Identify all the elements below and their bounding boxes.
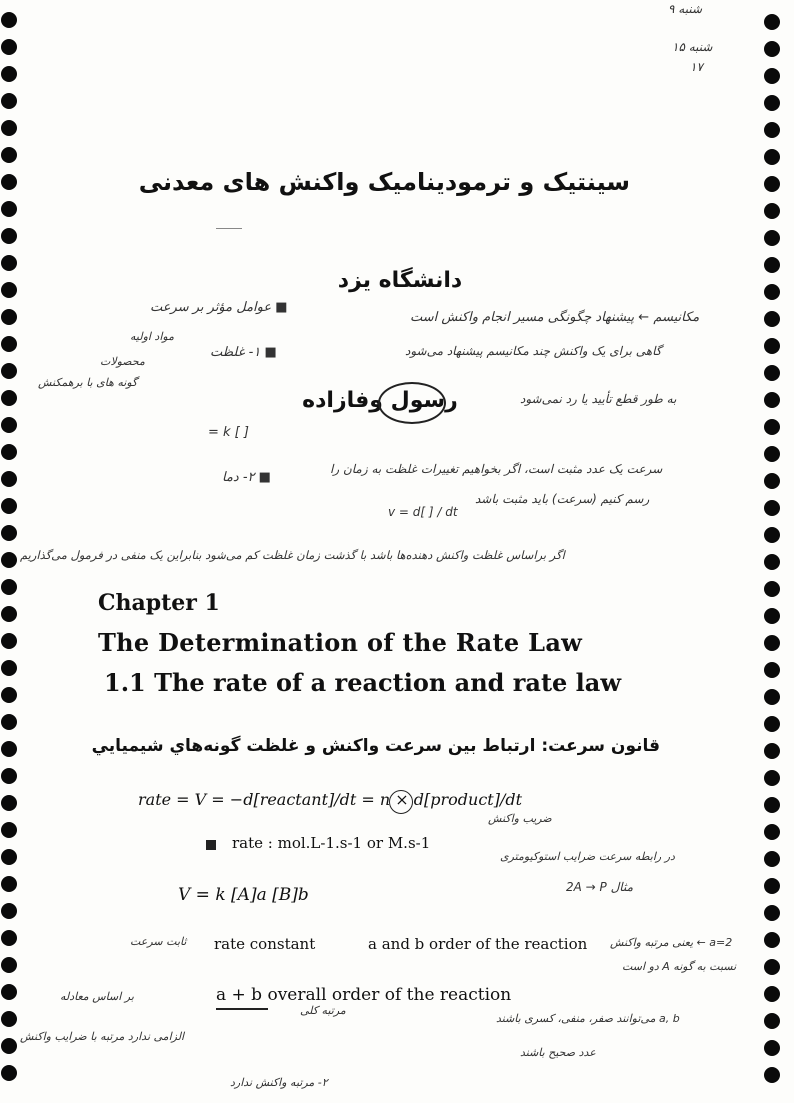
- binding-hole: [1, 390, 17, 406]
- binding-hole: [1, 849, 17, 865]
- handwritten-note: نسبت به گونه A دو است: [622, 960, 737, 973]
- bullet-icon: [206, 840, 216, 850]
- binding-hole: [1, 1038, 17, 1054]
- binding-hole: [764, 716, 780, 732]
- handwritten-note: a, b می‌توانند صفر، منفی، کسری باشند: [496, 1012, 680, 1025]
- binding-hole: [1, 795, 17, 811]
- reaction-order-label: a and b order of the reaction: [368, 935, 588, 953]
- binding-hole: [1, 876, 17, 892]
- binding-hole: [764, 338, 780, 354]
- rate-law-equation: V = k [A]a [B]b: [178, 885, 309, 905]
- binding-hole: [1, 660, 17, 676]
- binding-hole: [1, 552, 17, 568]
- binding-hole: [764, 662, 780, 678]
- university-name: دانشگاه یزد: [337, 268, 463, 293]
- binding-hole: [764, 905, 780, 921]
- handwritten-note: ■ ۱- غلظت: [210, 345, 277, 360]
- binding-hole: [764, 608, 780, 624]
- rate-units: rate : mol.L-1.s-1 or M.s-1: [232, 834, 431, 852]
- binding-hole: [1, 471, 17, 487]
- handwritten-note: ثابت سرعت: [130, 935, 187, 948]
- handwritten-underline: [216, 1008, 268, 1010]
- handwritten-note-date: ۱۷: [690, 60, 703, 74]
- binding-hole: [1, 525, 17, 541]
- handwritten-note: ■ عوامل مؤثر بر سرعت: [150, 300, 288, 315]
- binding-hole: [1, 282, 17, 298]
- binding-hole: [764, 446, 780, 462]
- binding-hole: [764, 68, 780, 84]
- binding-hole: [764, 14, 780, 30]
- binding-hole: [764, 41, 780, 57]
- handwritten-note: سرعت یک عدد مثبت است، اگر بخواهیم تغییرات غلظت به زمان را: [330, 462, 663, 476]
- binding-hole: [1, 147, 17, 163]
- binding-hole: [764, 635, 780, 651]
- handwritten-note: = k [ ]: [208, 425, 249, 440]
- handwritten-note: عدد صحیح باشند: [520, 1046, 596, 1059]
- handwritten-note: ضریب واکنش: [488, 812, 552, 825]
- binding-hole: [1, 174, 17, 190]
- binding-hole: [764, 365, 780, 381]
- binding-hole: [1, 903, 17, 919]
- divider-dash: [216, 228, 242, 229]
- binding-hole: [1, 714, 17, 730]
- binding-hole: [1, 822, 17, 838]
- handwritten-note: a=2 ← یعنی مرتبه واکنش: [610, 936, 733, 949]
- binding-hole: [1, 741, 17, 757]
- binding-hole: [764, 257, 780, 273]
- binding-hole: [764, 851, 780, 867]
- binding-hole: [1, 633, 17, 649]
- binding-hole: [764, 878, 780, 894]
- binding-hole: [1, 768, 17, 784]
- handwritten-note: بر اساس معادله: [60, 990, 134, 1003]
- handwritten-note: مثال 2A → P: [566, 880, 634, 894]
- handwritten-circle: [389, 790, 413, 814]
- handwritten-note: رسم کنیم (سرعت) باید مثبت باشد: [475, 492, 650, 506]
- binding-hole: [1, 1011, 17, 1027]
- binding-hole: [764, 95, 780, 111]
- document-title-fa: سینتیک و ترمودینامیک واکنش های معدنی: [138, 168, 630, 196]
- binding-hole: [764, 311, 780, 327]
- handwritten-note: اگر براساس غلظت واکنش دهنده‌ها باشد با گذشت زمان غلظت کم می‌شود بنابراین یک منفی در فرمول می‌گذاریم: [20, 548, 565, 562]
- handwritten-note: به طور قطع تأیید یا رد نمی‌شود: [520, 392, 677, 406]
- handwritten-note: مکانیسم ← پیشنهاد چگونگی مسیر انجام واکنش است: [410, 310, 700, 325]
- handwritten-note: ۲- مرتبه واکنش ندارد: [230, 1076, 328, 1089]
- binding-hole: [1, 984, 17, 1000]
- handwritten-note: v = d[ ] / dt: [388, 505, 458, 519]
- binding-hole: [764, 1067, 780, 1083]
- left-binding-holes: [0, 0, 20, 1103]
- handwritten-note: ■ ۲- دما: [222, 470, 271, 485]
- binding-hole: [1, 687, 17, 703]
- binding-hole: [764, 554, 780, 570]
- overall-order-label: a + b overall order of the reaction: [216, 985, 512, 1005]
- handwritten-note: مواد اولیه: [130, 330, 174, 343]
- binding-hole: [1, 228, 17, 244]
- handwritten-note: گاهی برای یک واکنش چند مکانیسم پیشنهاد می‌شود: [405, 344, 662, 358]
- handwritten-note-date: شنبه ۱۵: [672, 40, 713, 54]
- author-name: رسول وفازاده: [302, 388, 458, 413]
- binding-hole: [764, 500, 780, 516]
- binding-hole: [1, 12, 17, 28]
- handwritten-note: الزامی ندارد مرتبه با ضرایب واکنش: [20, 1030, 185, 1043]
- binding-hole: [1, 363, 17, 379]
- binding-hole: [764, 419, 780, 435]
- binding-hole: [1, 66, 17, 82]
- binding-hole: [764, 689, 780, 705]
- binding-hole: [1, 417, 17, 433]
- binding-hole: [764, 149, 780, 165]
- chapter-title: The Determination of the Rate Law: [98, 628, 583, 657]
- binding-hole: [764, 1013, 780, 1029]
- section-title: 1.1 The rate of a reaction and rate law: [104, 668, 622, 697]
- binding-hole: [764, 284, 780, 300]
- binding-hole: [764, 473, 780, 489]
- binding-hole: [764, 986, 780, 1002]
- binding-hole: [1, 201, 17, 217]
- binding-hole: [1, 444, 17, 460]
- binding-hole: [1, 606, 17, 622]
- binding-hole: [764, 203, 780, 219]
- rate-law-heading: قانون سرعت: ارتباط بين سرعت واكنش و غلظت گونه‌هاي شيميايي: [91, 736, 660, 756]
- handwritten-note: گونه های با برهمکنش: [38, 376, 138, 389]
- binding-hole: [764, 824, 780, 840]
- binding-hole: [764, 797, 780, 813]
- binding-hole: [764, 932, 780, 948]
- rate-definition-equation: rate = V = −d[reactant]/dt = n × d[product]/dt: [138, 790, 523, 809]
- rate-constant-label: rate constant: [214, 935, 316, 953]
- binding-hole: [764, 581, 780, 597]
- binding-hole: [1, 579, 17, 595]
- handwritten-note: مرتبه کلی: [300, 1004, 346, 1017]
- handwritten-note-date: شنبه ۹: [668, 2, 702, 16]
- handwritten-note: در رابطه سرعت ضرایب استوکیومتری: [500, 850, 675, 863]
- binding-hole: [764, 392, 780, 408]
- chapter-label: Chapter 1: [98, 590, 220, 616]
- binding-hole: [1, 93, 17, 109]
- binding-hole: [764, 122, 780, 138]
- handwritten-note: محصولات: [100, 355, 145, 368]
- right-binding-holes: [762, 0, 782, 1103]
- binding-hole: [1, 498, 17, 514]
- binding-hole: [1, 1065, 17, 1081]
- binding-hole: [764, 1040, 780, 1056]
- binding-hole: [764, 230, 780, 246]
- binding-hole: [1, 120, 17, 136]
- handwritten-circle: [378, 382, 446, 424]
- binding-hole: [1, 255, 17, 271]
- binding-hole: [1, 39, 17, 55]
- binding-hole: [764, 959, 780, 975]
- binding-hole: [764, 743, 780, 759]
- binding-hole: [764, 176, 780, 192]
- binding-hole: [1, 336, 17, 352]
- binding-hole: [1, 957, 17, 973]
- binding-hole: [1, 930, 17, 946]
- binding-hole: [1, 309, 17, 325]
- binding-hole: [764, 770, 780, 786]
- binding-hole: [764, 527, 780, 543]
